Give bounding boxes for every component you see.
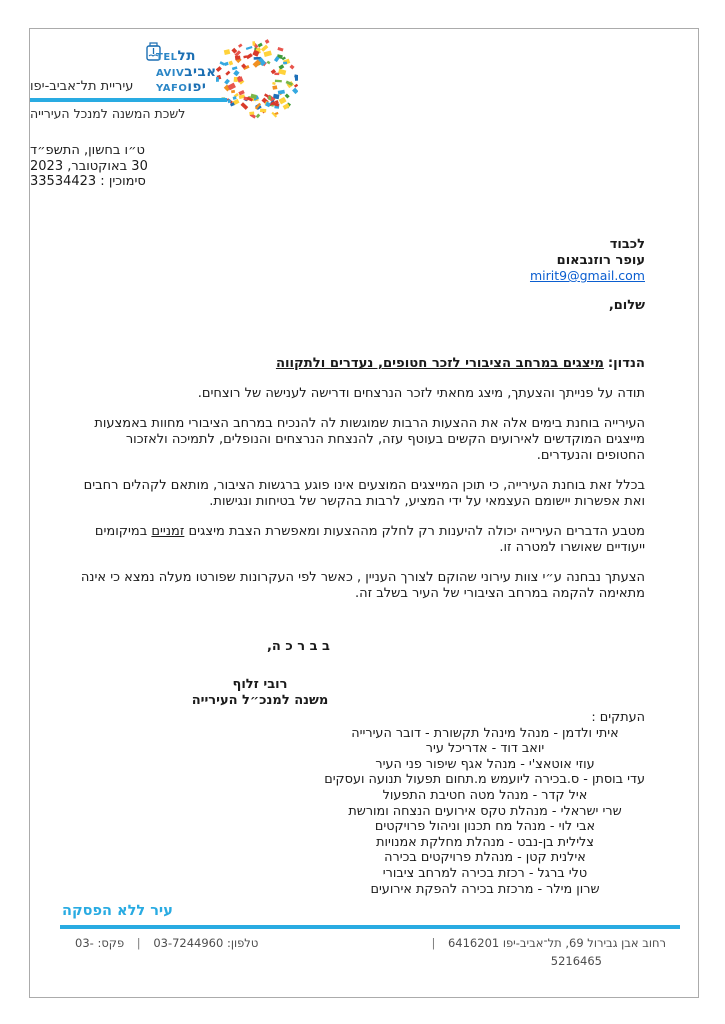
cc-entry: איל קדר - מנהל מטה חטיבת התפעול [382, 787, 588, 803]
cc-entry: שרון מילר - מרכזת בכירה להפקת אירועים [370, 881, 600, 897]
signer-title: משנה למנכ״ל העירייה [191, 692, 329, 708]
cc-entry: צלילית בן-נבט - מנהלת מחלקת אמנויות [376, 834, 594, 850]
letter-page [29, 28, 699, 998]
subject-text: מיצגים במרחב הציבורי לזכר חטופים, נעדרים ולתקווה [275, 356, 604, 371]
paragraph-3: בכלל זאת בוחנת העירייה, כי תוכן המייצגים המוצעים אינו פוגע ברגשות הציבור, מותאם לקהלים רחבים ואת אפשרות יישומם העצמאי על ידי המציע, לרבות בהקשר של בטיחות ונגישות. [83, 478, 645, 509]
greeting: שלום, [608, 297, 645, 313]
fax-number-continued: 5216465 [550, 954, 602, 968]
paragraph-4-underlined-word: זמניים [151, 524, 185, 539]
logo-en-1: TEL [156, 52, 178, 63]
subject-label: הנדון: [607, 356, 645, 371]
logo-he-3: יפו [187, 79, 207, 95]
cc-entry: עוזי אוטאצ'י - מנהל אגף שיפור פני העיר [375, 756, 595, 772]
letterhead-divider [30, 98, 227, 102]
cc-entry: עדי בוסתן - ס.בכירה ליועמש מ.תחום תפעול תנועה ועסקים [324, 772, 645, 788]
logo-he-2: אביב [184, 63, 217, 80]
logo-en-2: AVIV [156, 67, 185, 79]
signer-name: רובי זלוף [232, 677, 288, 692]
footer-phone-fax [75, 936, 258, 950]
logo-wordmark [156, 49, 246, 96]
farewell: ב ב ר כ ה, [266, 639, 330, 654]
city-slogan: עיר ללא הפסקה [62, 903, 173, 919]
recipient-name: עופר רוזנבאום [556, 252, 645, 268]
recipient-block [530, 237, 645, 313]
address-text: רחוב אבן גבירול 69, תל־אביב-יפו 6416201 [447, 936, 666, 950]
footer-separator-2: | [136, 936, 141, 950]
footer-separator: | [431, 936, 436, 950]
subject-line [276, 356, 645, 371]
cc-entry: שרי ישראלי - מנהלת טקס אירועים הנצחה ומורשת [348, 803, 622, 819]
cc-block [325, 710, 645, 897]
paragraph-4-end: במיקומים ייעודיים שאושרו למטרה זו. [94, 524, 645, 555]
cc-entry: יואב דוד - אדריכל עיר [425, 741, 545, 757]
hebrew-date: ט״ו בחשון, התשפ״ד [30, 143, 145, 158]
logo-en-3: YAFO [156, 83, 188, 94]
cc-entry: טלי ברגל - רכזת בכירה למרחב ציבורי [382, 865, 588, 881]
logo-he-1: תל [177, 48, 196, 64]
paragraph-4 [74, 524, 645, 556]
signature-block [190, 677, 330, 708]
paragraph-4-start: מטבע הדברים העירייה יכולה להיענות רק לחלק מההצעות ומאפשרת הצבת מיצגים [184, 524, 645, 539]
cc-entry: איתי ולדמן - מנהל מינהל תקשורת - דובר העירייה [351, 725, 619, 741]
footer-address [422, 936, 666, 950]
paragraph-1: תודה על פנייתך והצעתך, מיצג מחאתי לזכר הנרצחים ודרישה לענישה של רוצחים. [197, 386, 645, 401]
municipality-name: עיריית תל־אביב-יפו [30, 79, 134, 94]
reference-number: סימוכין : 33534423 [30, 174, 146, 189]
paragraph-5: הצעתך נבחנה ע״י צוות עירוני שהוקם לצורך העניין , כאשר לפי העקרונות שפורטו מעלה נמצא כי אינה מתאימה להקמה במרחב הציבורי של העיר בשלב זה. [80, 570, 645, 601]
cc-label: העתקים : [591, 710, 645, 725]
office-name: לשכת המשנה למנכל העירייה [30, 106, 186, 121]
gregorian-date: 30 באוקטובר, 2023 [30, 158, 148, 174]
email-link[interactable]: mirit9@gmail.com [529, 268, 645, 283]
cc-entries [325, 726, 645, 898]
letter-body [74, 386, 645, 616]
phone-number: טלפון: 03-7244960 [153, 936, 259, 950]
footer-contact [75, 936, 666, 950]
date-block [30, 143, 300, 190]
cc-entry: אילנית קטן - מנהלת פרויקטים בכירה [384, 850, 586, 866]
footer-divider [60, 925, 680, 929]
paragraph-2: העירייה בוחנת בימים אלה את ההצעות הרבות שמוגשות לה להנכיח במרחב הציבורי מחוות באמצעות מייצגים המוקדשים לאירועים הקשים בעוטף עזה, להנצחת הנרצחים והנופלים, לתמיכה ולאזכור החטופים והנעדרים. [94, 416, 645, 463]
cc-entry: אבי לוי - מנהל מח תכנון וניהול פרויקטים [374, 819, 596, 835]
recipient-honorific: לכבוד [609, 237, 645, 252]
fax-number: פקס: -03 [75, 936, 125, 950]
